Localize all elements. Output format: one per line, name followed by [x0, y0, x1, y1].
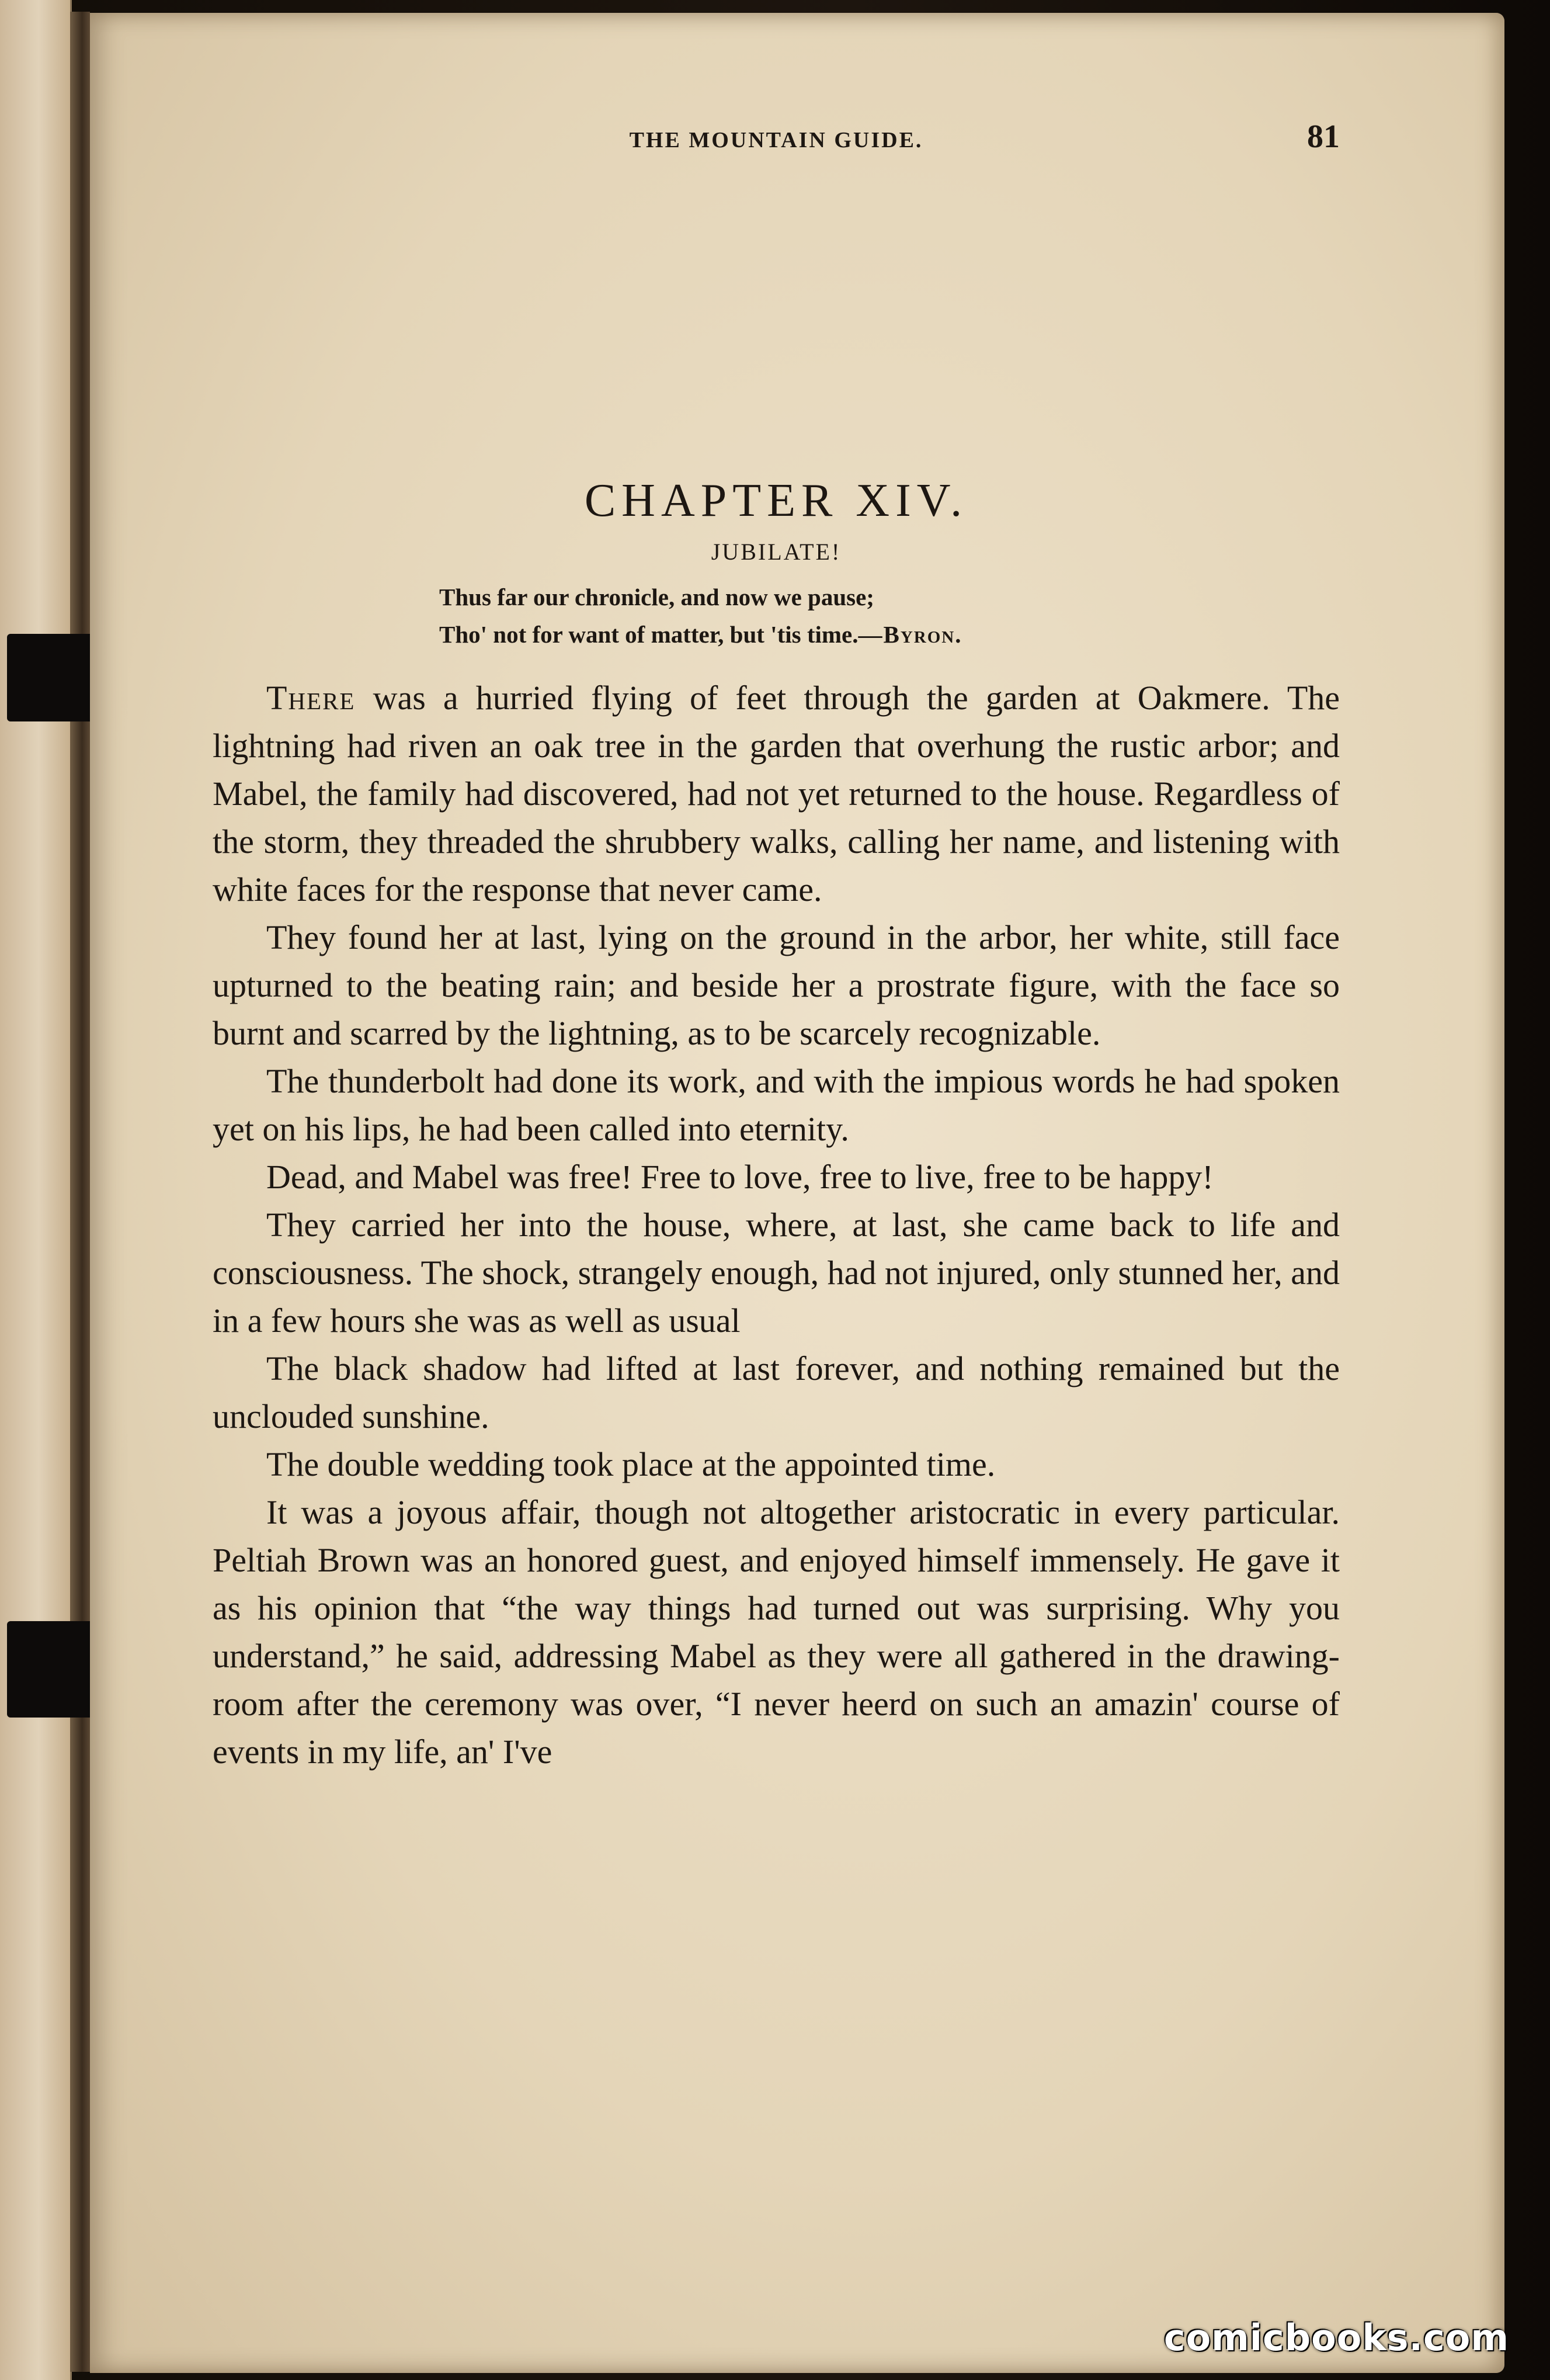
- paragraph: They found her at last, lying on the ground in the arbor, her white, still face upturned to the beating rain; and beside her a prostrate figure, with the face so burnt and scarred by the lightning, as to be scarcely recognizable.: [213, 918, 1340, 1052]
- epigraph: [439, 578, 1340, 653]
- left-page-edge: [0, 0, 72, 2380]
- chapter-title: CHAPTER XIV.: [584, 475, 968, 526]
- paragraph: The black shadow had lifted at last forever, and nothing remained but the unclouded sunshine.: [213, 1349, 1340, 1435]
- epigraph-line: Thus far our chronicle, and now we pause;: [439, 584, 874, 610]
- page-number: 81: [1307, 119, 1340, 155]
- site-watermark: comicbooks.com: [1163, 2316, 1509, 2359]
- chapter-subtitle: JUBILATE!: [711, 539, 842, 565]
- epigraph-line-text: Tho' not for want of matter, but 'tis time.: [439, 621, 859, 648]
- paragraph: The thunderbolt had done its work, and with the impious words he had spoken yet on his lips, he had been called into eternity.: [213, 1062, 1340, 1148]
- page-text-block: [213, 118, 1340, 1776]
- book-gutter: [70, 12, 90, 2372]
- running-head-title: THE MOUNTAIN GUIDE.: [629, 128, 923, 152]
- paragraph: It was a joyous affair, though not altogether aristocratic in every particular. Peltiah Brown was an honored guest, and enjoyed himself immensely. He gave it as his opinion that “the way things had turned out was surprising. Why you understand,” he said, addressing Mabel as they were all gathered in the drawing-room after the ceremony was over, “I never heerd on such an amazin' course of events in my life, an' I've: [213, 1493, 1340, 1771]
- book-page: [90, 13, 1504, 2373]
- paragraph: The double wedding took place at the appointed time.: [266, 1445, 996, 1483]
- running-head: [213, 118, 1340, 171]
- paragraph-text: was a hurried flying of feet through the garden at Oakmere. The lightning had riven an oak tree in the garden that overhung the rustic arbor; and Mabel, the family had discovered, had not yet returned to the house. Regardless of the storm, they threaded the shrubbery walks, calling her name, and listening with white faces for the response that never came.: [213, 679, 1340, 908]
- paragraph: They carried her into the house, where, at last, she came back to life and consciousness. The shock, strangely enough, had not injured, only stunned her, and in a few hours she was as well as usual: [213, 1206, 1340, 1340]
- paragraph-lead-word: There: [266, 679, 356, 717]
- paragraph: [213, 674, 1340, 914]
- epigraph-line: [439, 616, 1340, 653]
- epigraph-attribution: —Byron.: [858, 621, 962, 648]
- paragraph: Dead, and Mabel was free! Free to love, free to live, free to be happy!: [266, 1158, 1214, 1196]
- chapter-body: [213, 674, 1340, 1776]
